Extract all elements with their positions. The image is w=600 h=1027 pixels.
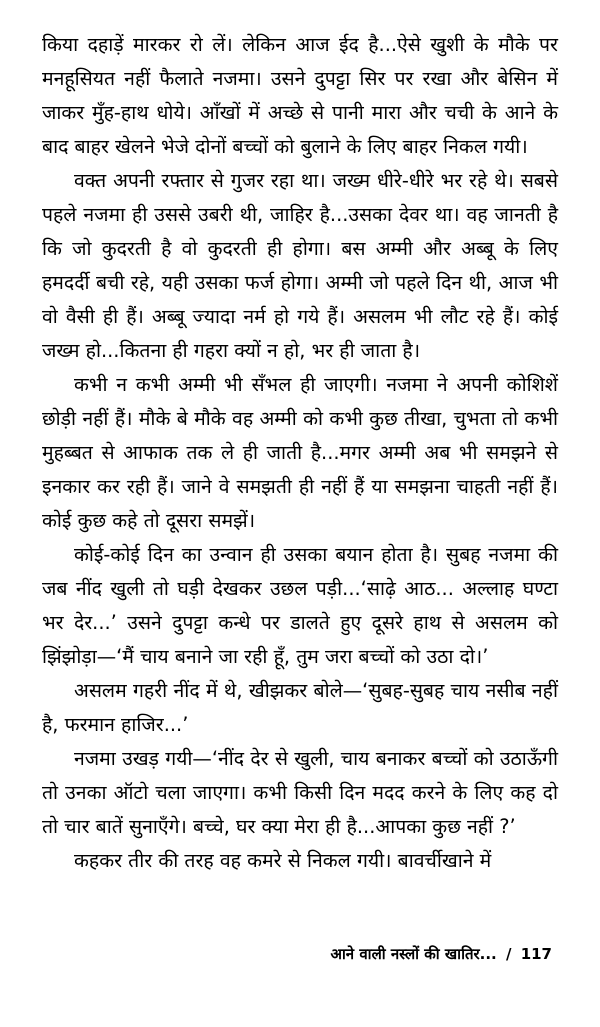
paragraph-6: नजमा उखड़ गयी—‘नींद देर से खुली, चाय बनाकर बच्चों को उठाऊँगी तो उनका ऑटो चला जाएगा। कभी किसी दिन मदद करने के लिए कह दो तो चार बातें सुनाएँगे। बच्चे, घर क्या मेरा ही है...आपका कुछ नहीं ?’ — [42, 747, 558, 838]
page-footer — [330, 944, 552, 964]
paragraph-3: कभी न कभी अम्मी भी सँभल ही जाएगी। नजमा ने अपनी कोशिशें छोड़ी नहीं हैं। मौके बे मौके वह अम्मी को कभी कुछ तीखा, चुभता तो कभी मुहब्बत से आफाक तक ले ही जाती है...मगर अम्मी अब भी समझने से इनकार कर रही हैं। जाने वे समझती ही नहीं हैं या समझना चाहती नहीं हैं। कोई कुछ कहे तो दूसरा समझें। — [42, 373, 558, 532]
footer-separator: / — [505, 945, 512, 963]
paragraph-2: वक्त अपनी रफ्तार से गुजर रहा था। जख्म धीरे-धीरे भर रहे थे। सबसे पहले नजमा ही उससे उबरी थी, जाहिर है...उसका देवर था। वह जानती है कि जो कुदरती है वो कुदरती ही होगा। बस अम्मी और अब्बू के लिए हमदर्दी बची रहे, यही उसका फर्ज होगा। अम्मी जो पहले दिन थी, आज भी वो वैसी ही हैं। अब्बू ज्यादा नर्म हो गये हैं। असलम भी लौट रहे हैं। कोई जख्म हो...कितना ही गहरा क्यों न हो, भर ही जाता है। — [42, 169, 558, 362]
running-title: आने वाली नस्लों की खातिर... — [330, 945, 497, 963]
paragraph-4: कोई-कोई दिन का उन्वान ही उसका बयान होता है। सुबह नजमा की जब नींद खुली तो घड़ी देखकर उछल पड़ी...‘साढ़े आठ... अल्लाह घण्टा भर देर...’ उसने दुपट्टा कन्धे पर डालते हुए दूसरे हाथ से असलम को झिंझोड़ा—‘मैं चाय बनाने जा रही हूँ, तुम जरा बच्चों को उठा दो।’ — [42, 543, 558, 668]
paragraph-1: किया दहाड़ें मारकर रो लें। लेकिन आज ईद है...ऐसे खुशी के मौके पर मनहूसियत नहीं फैलाते नजमा। उसने दुपट्टा सिर पर रखा और बेसिन में जाकर मुँह-हाथ धोये। आँखों में अच्छे से पानी मारा और चची के आने के बाद बाहर खेलने भेजे दोनों बच्चों को बुलाने के लिए बाहर निकल गयी। — [42, 33, 558, 158]
paragraph-7: कहकर तीर की तरह वह कमरे से निकल गयी। बावर्चीखाने में — [74, 849, 492, 872]
page-body — [42, 28, 558, 878]
paragraph-5: असलम गहरी नींद में थे, खीझकर बोले—‘सुबह-सुबह चाय नसीब नहीं है, फरमान हाजिर...’ — [42, 679, 558, 736]
page-number: 117 — [520, 945, 552, 963]
